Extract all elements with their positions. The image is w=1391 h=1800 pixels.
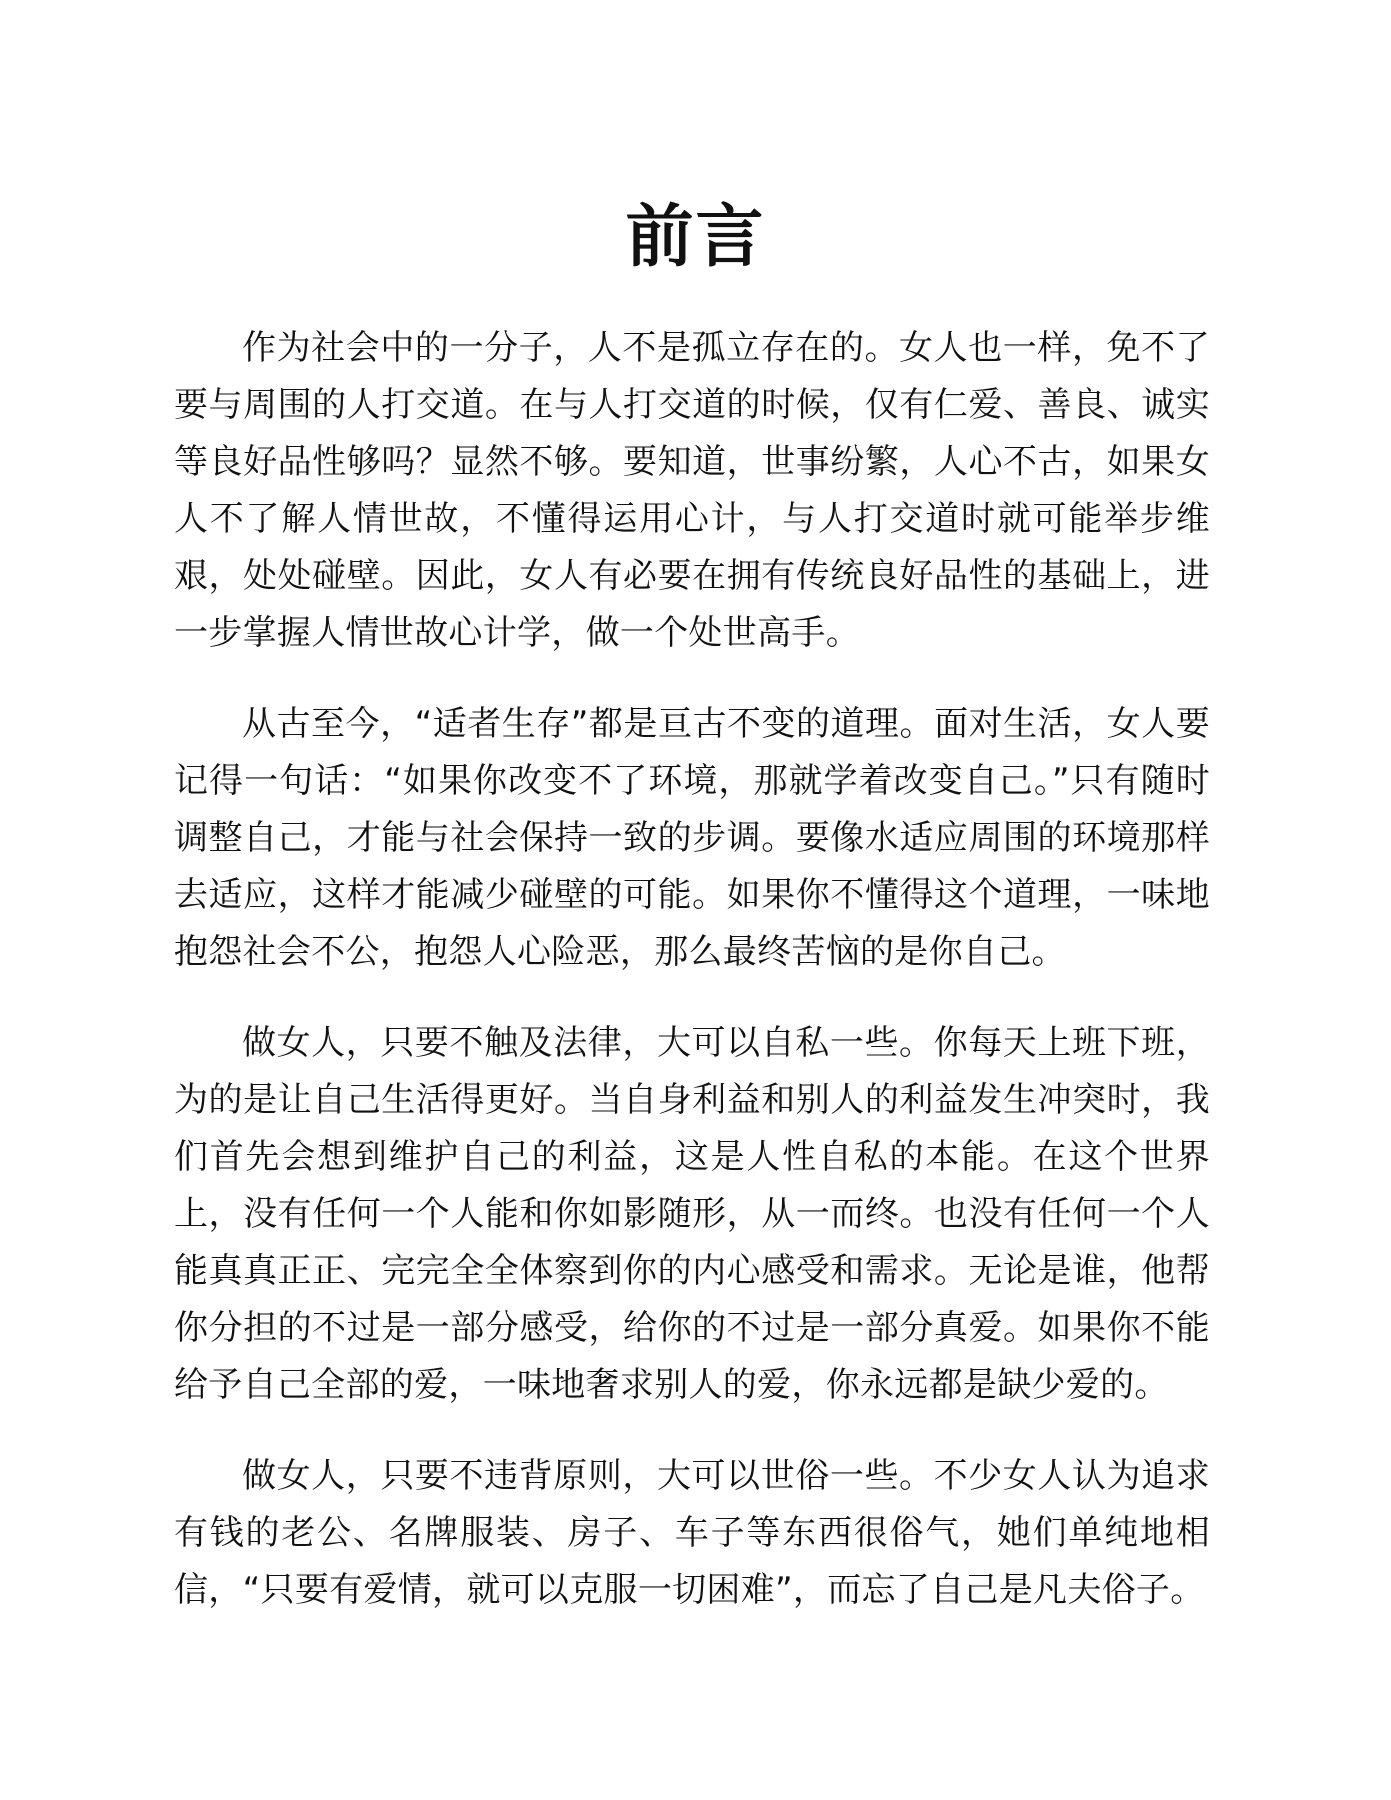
- paragraph-2: 从古至今，“适者生存”都是亘古不变的道理。面对生活，女人要记得一句话：“如果你改变不了环境，那就学着改变自己。”只有随时调整自己，才能与社会保持一致的步调。要像水适应周围的环境那样去适应，这样才能减少碰壁的可能。如果你不懂得这个道理，一味地抱怨社会不公，抱怨人心险恶，那么最终苦恼的是你自己。: [174, 704, 1210, 972]
- preface-body: [174, 320, 1210, 1653]
- paragraph-3: 做女人，只要不触及法律，大可以自私一些。你每天上班下班，为的是让自己生活得更好。当自身利益和别人的利益发生冲突时，我们首先会想到维护自己的利益，这是人性自私的本能。在这个世界上，没有任何一个人能和你如影随形，从一而终。也没有任何一个人能真真正正、完完全全体察到你的内心感受和需求。无论是谁，他帮你分担的不过是一部分感受，给你的不过是一部分真爱。如果你不能给予自己全部的爱，一味地奢求别人的爱，你永远都是缺少爱的。: [174, 1023, 1210, 1405]
- page-title: 前言: [625, 198, 766, 277]
- paragraph-1: 作为社会中的一分子，人不是孤立存在的。女人也一样，免不了要与周围的人打交道。在与人打交道的时候，仅有仁爱、善良、诚实等良好品性够吗？显然不够。要知道，世事纷繁，人心不古，如果女人不了解人情世故，不懂得运用心计，与人打交道时就可能举步维艰，处处碰壁。因此，女人有必要在拥有传统良好品性的基础上，进一步掌握人情世故心计学，做一个处世高手。: [174, 328, 1210, 653]
- paragraph-4: 做女人，只要不违背原则，大可以世俗一些。不少女人认为追求有钱的老公、名牌服装、房子、车子等东西很俗气，她们单纯地相信，“只要有爱情，就可以克服一切困难”，而忘了自己是凡夫俗子。: [174, 1456, 1210, 1610]
